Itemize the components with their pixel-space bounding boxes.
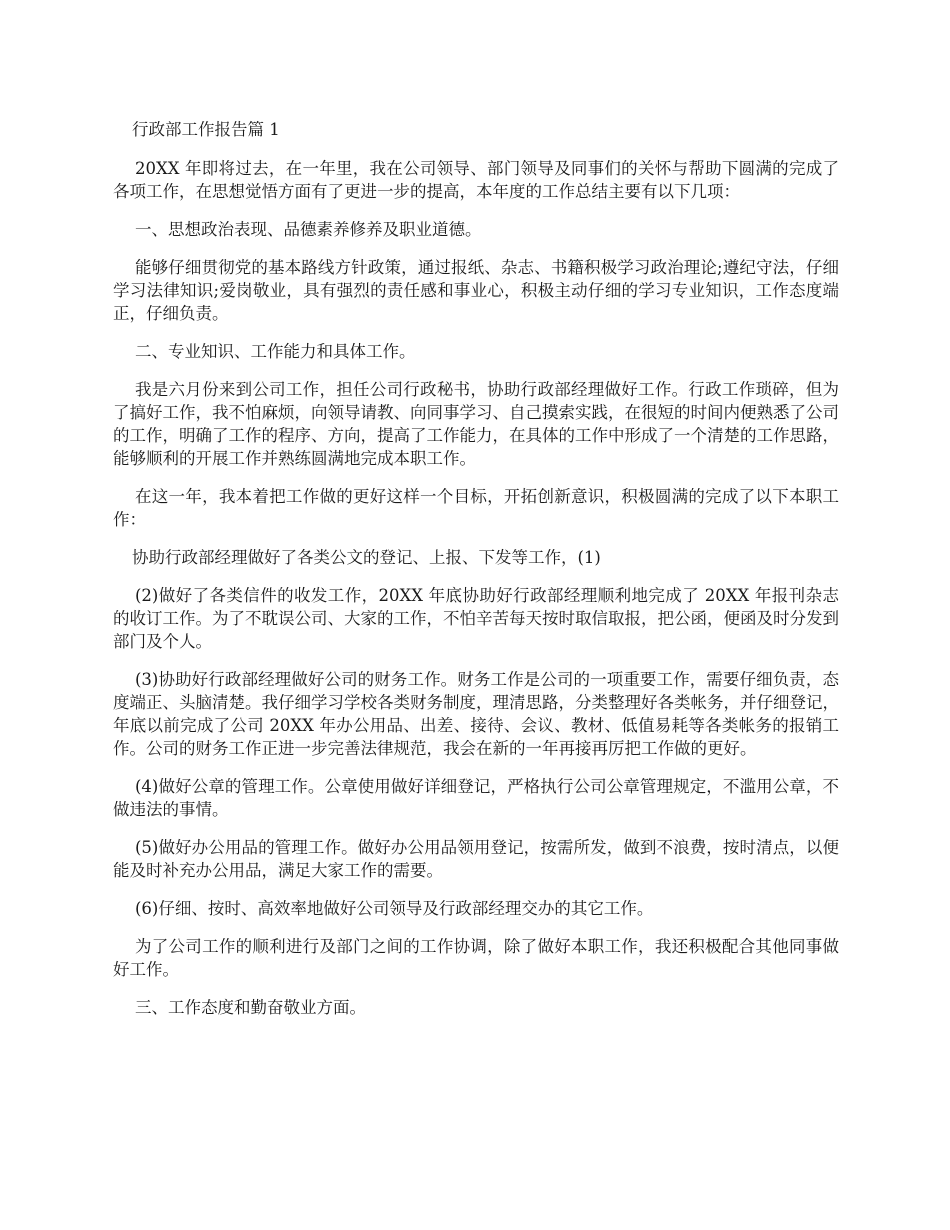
list-item-4: (4)做好公章的管理工作。公章使用做好详细登记，严格执行公司公章管理规定，不滥用公章，不做违法的事情。: [113, 777, 839, 819]
paragraph-year-goal: 在这一年，我本着把工作做的更好这样一个目标，开拓创新意识，积极圆满的完成了以下本职工作：: [113, 487, 839, 529]
paragraph-intro: 20XX 年即将过去，在一年里，我在公司领导、部门领导及同事们的关怀与帮助下圆满的完成了各项工作，在思想觉悟方面有了更进一步的提高，本年度的工作总结主要有以下几项：: [113, 159, 839, 201]
list-item-1: 协助行政部经理做好了各类公文的登记、上报、下发等工作，(1): [132, 548, 601, 567]
section-heading-3: 三、工作态度和勤奋敬业方面。: [135, 998, 366, 1017]
list-item-2: (2)做好了各类信件的收发工作，20XX 年底协助好行政部经理顺利地完成了 20XX 年报刊杂志的收订工作。为了不耽误公司、大家的工作，不怕辛苦每天按时取信取报，把公函，便函及时分发到部门及个人。: [113, 586, 839, 651]
paragraph-cooperation: 为了公司工作的顺利进行及部门之间的工作协调，除了做好本职工作，我还积极配合其他同事做好工作。: [113, 937, 839, 979]
section-heading-2: 二、专业知识、工作能力和具体工作。: [135, 342, 416, 361]
document-body: [113, 118, 839, 1034]
section-heading-1: 一、思想政治表现、品德素养修养及职业道德。: [135, 220, 482, 239]
document-title: 行政部工作报告篇 1: [132, 120, 280, 139]
list-item-5: (5)做好办公用品的管理工作。做好办公用品领用登记，按需所发，做到不浪费，按时清点，以便能及时补充办公用品，满足大家工作的需要。: [113, 838, 839, 880]
list-item-6: (6)仔细、按时、高效率地做好公司领导及行政部经理交办的其它工作。: [135, 899, 654, 918]
paragraph-work-start: 我是六月份来到公司工作，担任公司行政秘书，协助行政部经理做好工作。行政工作琐碎，但为了搞好工作，我不怕麻烦，向领导请教、向同事学习、自己摸索实践，在很短的时间内便熟悉了公司的工作，明确了工作的程序、方向，提高了工作能力，在具体的工作中形成了一个清楚的工作思路，能够顺利的开展工作并熟练圆满地完成本职工作。: [113, 380, 839, 468]
paragraph-political: 能够仔细贯彻党的基本路线方针政策，通过报纸、杂志、书籍积极学习政治理论;遵纪守法，仔细学习法律知识;爱岗敬业，具有强烈的责任感和事业心，积极主动仔细的学习专业知识，工作态度端正，仔细负责。: [113, 258, 839, 323]
list-item-3: (3)协助好行政部经理做好公司的财务工作。财务工作是公司的一项重要工作，需要仔细负责，态度端正、头脑清楚。我仔细学习学校各类财务制度，理清思路，分类整理好各类帐务，并仔细登记，年底以前完成了公司 20XX 年办公用品、出差、接待、会议、教材、低值易耗等各类帐务的报销工作。公司的财务工作正进一步完善法律规范，我会在新的一年再接再厉把工作做的更好。: [113, 670, 839, 758]
